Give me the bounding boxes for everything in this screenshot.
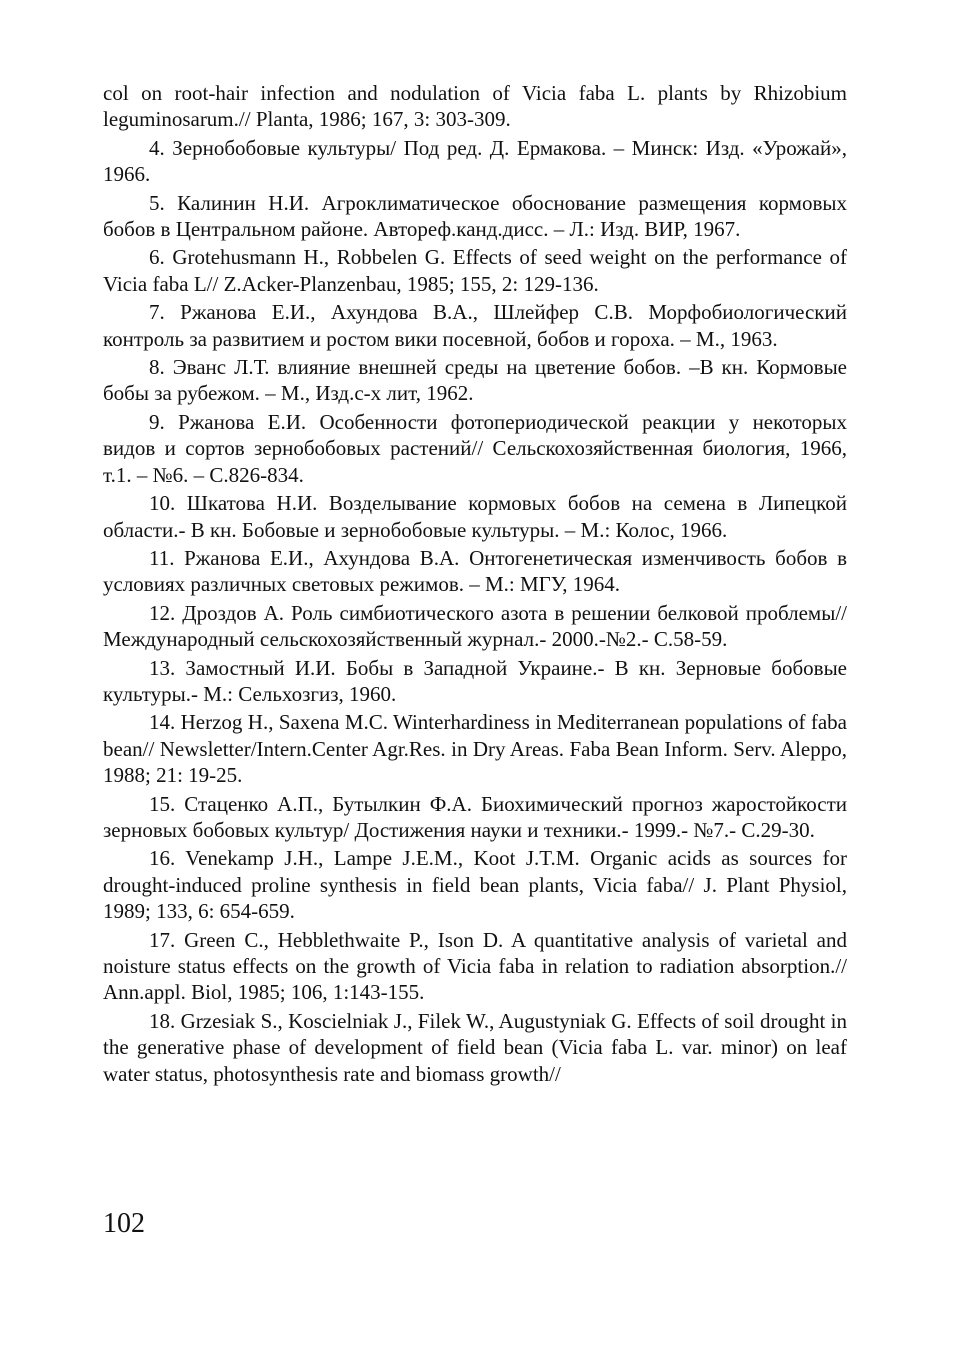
reference-item-12: 12. Дроздов А. Роль симбиотического азота в решении белковой проблемы// Международный сельскохозяйственный журнал.- 2000.-№2.- С.58-59. xyxy=(103,600,847,652)
reference-list xyxy=(103,80,847,1089)
reference-item-13: 13. Замостный И.И. Бобы в Западной Украине.- В кн. Зерновые бобовые культуры.- М.: Сельхозгиз, 1960. xyxy=(103,655,847,706)
reference-item-14: 14. Herzog H., Saxena M.C. Winterhardiness in Mediterranean populations of faba bean// Newsletter/Intern.Center Agr.Res. in Dry Areas. Faba Bean Inform. Serv. Aleppo, 1988; 21: 19-25. xyxy=(103,710,847,788)
reference-item-8: 8. Эванс Л.Т. влияние внешней среды на цветение бобов. –В кн. Кормовые бобы за рубежом. – М., Изд.с-х лит, 1962. xyxy=(103,355,847,406)
reference-item-6: 6. Grotehusmann H., Robbelen G. Effects of seed weight on the performance of Vicia faba L// Z.Acker-Planzenbau, 1985; 155, 2: 129-136. xyxy=(103,245,847,296)
reference-item-15: 15. Стаценко А.П., Бутылкин Ф.А. Биохимический прогноз жаростойкости зерновых бобовых культур/ Достижения науки и техники.- 1999.- №7.- С.29-30. xyxy=(103,791,847,842)
reference-item-16: 16. Venekamp J.H., Lampe J.E.M., Koot J.T.M. Organic acids as sources for drought-induced proline synthesis in field bean plants, Vicia faba// J. Plant Physiol, 1989; 133, 6: 654-659. xyxy=(103,846,847,924)
reference-item-9: 9. Ржанова Е.И. Особенности фотопериодической реакции у некоторых видов и сортов зернобобовых растений// Сельскохозяйственная биология, 1966, т.1. – №6. – С.826-834. xyxy=(103,409,847,487)
reference-continuation: col on root-hair infection and nodulation of Vicia faba L. plants by Rhizobium leguminosarum.// Planta, 1986; 167, 3: 303-309. xyxy=(103,81,847,132)
reference-item-10: 10. Шкатова Н.И. Возделывание кормовых бобов на семена в Липецкой области.- В кн. Бобовые и зернобобовые культуры. – М.: Колос, 1966. xyxy=(103,491,847,542)
reference-item-17: 17. Green C., Hebblethwaite P., Ison D. A quantitative analysis of varietal and noisture status effects on the growth of Vicia faba in relation to radiation absorption.// Ann.appl. Biol, 1985; 106, 1:143-155. xyxy=(103,927,847,1005)
reference-item-11: 11. Ржанова Е.И., Ахундова В.А. Онтогенетическая изменчивость бобов в условиях различных световых режимов. – М.: МГУ, 1964. xyxy=(103,545,847,597)
reference-item-4: 4. Зернобобовые культуры/ Под ред. Д. Ермакова. – Минск: Изд. «Урожай», 1966. xyxy=(103,135,847,187)
reference-item-18: 18. Grzesiak S., Koscielniak J., Filek W., Augustyniak G. Effects of soil drought in the generative phase of development of field bean (Vicia faba L. var. minor) on leaf water status, photosynthesis rate and biomass growth// xyxy=(103,1008,847,1086)
page-number: 102 xyxy=(103,1208,145,1239)
reference-item-7: 7. Ржанова Е.И., Ахундова В.А., Шлейфер С.В. Морфобиологический контроль за развитием и ростом вики посевной, бобов и гороха. – М., 1963. xyxy=(103,300,847,351)
reference-item-5: 5. Калинин Н.И. Агроклиматическое обоснование размещения кормовых бобов в Центральном районе. Автореф.канд.дисс. – Л.: Изд. ВИР, 1967. xyxy=(103,190,847,242)
